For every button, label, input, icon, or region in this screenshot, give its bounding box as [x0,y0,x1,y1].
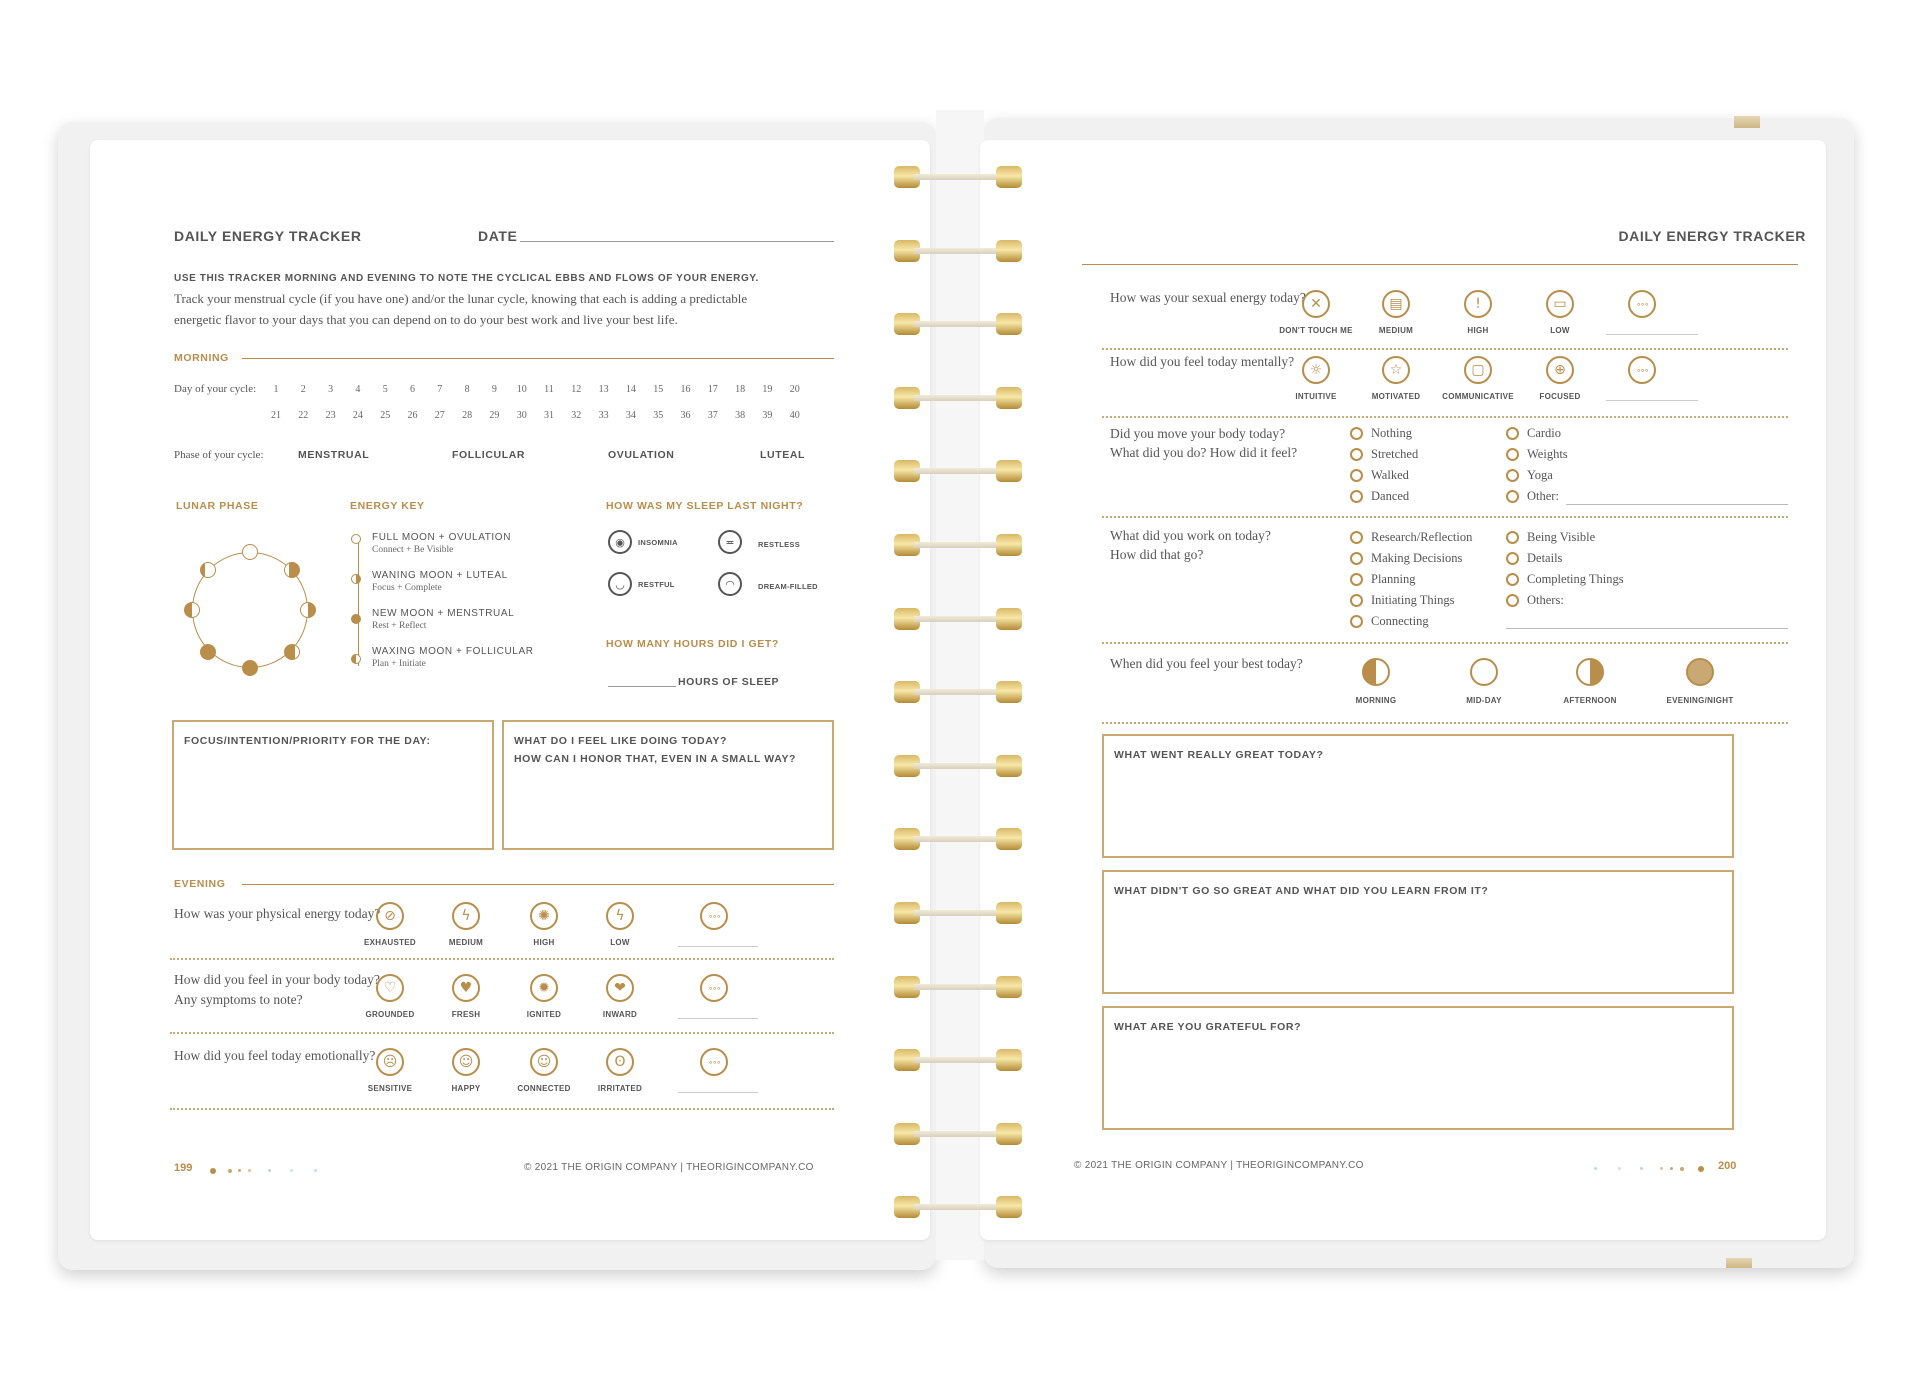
phase-luteal[interactable]: LUTEAL [760,449,806,461]
best-evening-label: EVENING/NIGHT [1666,696,1734,705]
mental_options-label: COMMUNICATIVE [1442,392,1514,401]
cycle-day-8[interactable]: 8 [464,384,470,395]
spiral-ring [894,166,1022,188]
spiral-ring [894,534,1022,556]
heart-outline-icon[interactable]: ♡ [376,974,404,1002]
ring-loop-right [996,681,1022,703]
option-label: Making Decisions [1371,551,1463,565]
prohibited-icon[interactable]: ⊘ [376,902,404,930]
ring-wire [914,984,1002,990]
move-question-line-1: Did you move your body today? [1110,426,1286,441]
spiral-ring [894,240,1022,262]
radio-circle-icon[interactable] [1350,490,1363,503]
cycle-day-36[interactable]: 36 [680,410,691,421]
energy-key-timeline [354,532,364,672]
spiral-ring [894,460,1022,482]
morning-rule [242,358,834,359]
energy-key-title: WAXING MOON + FOLLICULAR [372,646,534,657]
option-label: Planning [1371,572,1416,586]
cycle-day-32[interactable]: 32 [571,410,582,421]
new-moon-icon[interactable] [242,660,258,676]
evening-option-label: GROUNDED [365,1010,415,1019]
option-label: Stretched [1371,447,1419,461]
feel-box-line-1: WHAT DO I FEEL LIKE DOING TODAY? [514,735,728,747]
grateful-title: WHAT ARE YOU GRATEFUL FOR? [1114,1021,1302,1033]
checklist-option[interactable] [1350,468,1409,483]
body-feel-options [90,974,930,1024]
more-icon[interactable]: ∘∘∘ [700,974,728,1002]
move-other-line[interactable] [1566,504,1788,505]
sun-burst-icon[interactable]: ✺ [530,902,558,930]
full-moon-icon[interactable] [242,544,258,560]
insomnia-face-icon[interactable]: ◉ [608,530,632,554]
ring-loop-right [996,1049,1022,1071]
waxing-crescent-icon[interactable] [200,644,216,660]
checklist-option[interactable] [1350,530,1472,545]
right-title-rule [1082,264,1798,265]
sleep-restful-label: RESTFUL [638,580,675,589]
option-label: Initiating Things [1371,593,1455,607]
not-so-great-title: WHAT DIDN'T GO SO GREAT AND WHAT DID YOU LEARN FROM IT? [1114,885,1489,897]
cycle-day-22[interactable]: 22 [298,410,309,421]
spiral-ring [894,608,1022,630]
morning-half-circle-icon[interactable] [1362,658,1390,686]
ring-loop-right [996,240,1022,262]
mental-options [980,354,1826,410]
energy-key-sub: Plan + Initiate [372,659,426,669]
checklist-option[interactable] [1506,551,1562,566]
right-divider-3 [1102,516,1788,518]
physical-energy-question: How was your physical energy today? [174,906,381,921]
option-label: Weights [1527,447,1568,461]
heart-burst-icon[interactable]: ✹ [530,974,558,1002]
emotional-question: How did you feel today emotionally? [174,1048,376,1063]
day-of-cycle-label: Day of your cycle: [174,383,257,395]
evening-option-label: HIGH [533,938,555,947]
other-write-in-line[interactable] [1606,400,1698,401]
midday-circle-icon[interactable] [1470,658,1498,686]
evening-option-label: EXHAUSTED [363,938,417,947]
great-today-box[interactable] [1102,734,1734,858]
first-quarter-icon[interactable] [184,602,200,618]
page-progress-dots-left [210,1168,330,1174]
work-question-line-1: What did you work on today? [1110,528,1271,543]
option-label: Details [1527,551,1563,565]
radio-circle-icon[interactable] [1350,594,1363,607]
cycle-day-35[interactable]: 35 [653,410,664,421]
ring-wire [914,616,1002,622]
focus-intention-box[interactable] [172,720,494,850]
ring-loop-right [996,460,1022,482]
right-page-title: DAILY ENERGY TRACKER [1618,228,1806,244]
cycle-day-39[interactable]: 39 [762,410,773,421]
restful-face-icon[interactable]: ◡ [608,572,632,596]
checklist-option[interactable] [1350,551,1462,566]
waxing-gibbous-icon[interactable] [200,562,216,578]
happy-face-icon[interactable]: ☺ [452,1048,480,1076]
cycle-day-34[interactable]: 34 [625,410,636,421]
page-progress-dots-right [1594,1166,1714,1172]
energy-key-title: NEW MOON + MENSTRUAL [372,608,515,619]
cycle-day-40[interactable]: 40 [789,410,800,421]
checklist-option[interactable] [1506,572,1624,587]
lunar-phase-diagram [180,540,320,680]
checklist-option[interactable] [1350,572,1415,587]
radio-circle-icon[interactable] [1506,531,1519,544]
mental_options-label: INTUITIVE [1295,392,1337,401]
ring-wire [914,395,1002,401]
left-footer: © 2021 THE ORIGIN COMPANY | THEORIGINCOMPANY.CO [524,1162,814,1173]
cycle-day-17[interactable]: 17 [707,384,718,395]
energy-key-title: WANING MOON + LUTEAL [372,570,508,581]
left-page [90,140,930,1240]
option-label: Walked [1371,468,1409,482]
sad-face-icon[interactable]: ☹ [376,1048,404,1076]
ring-loop-right [996,534,1022,556]
evening-option-label: LOW [610,938,630,947]
other-write-in-line[interactable] [678,1092,758,1093]
radio-circle-icon[interactable] [1506,448,1519,461]
cycle-day-30[interactable]: 30 [516,410,527,421]
radio-circle-icon[interactable] [1350,531,1363,544]
ring-wire [914,836,1002,842]
best-midday-label: MID-DAY [1466,696,1502,705]
faded-lightning-icon[interactable]: ϟ [606,902,634,930]
checklist-option[interactable] [1506,489,1559,504]
cycle-day-14[interactable]: 14 [625,384,636,395]
energy-key-title: FULL MOON + OVULATION [372,532,512,543]
energy-new-moon-icon [351,614,361,624]
cycle-day-13[interactable]: 13 [598,384,609,395]
right-divider-5 [1102,722,1788,724]
body-question-line-1: How did you feel in your body today? [174,972,380,987]
cycle-day-24[interactable]: 24 [352,410,363,421]
sexual_options-label: HIGH [1467,326,1489,335]
focus-box-title: FOCUS/INTENTION/PRIORITY FOR THE DAY: [184,735,431,747]
physical-energy-options [90,902,930,952]
cycle-day-5[interactable]: 5 [382,384,388,395]
lunar-phase-label: LUNAR PHASE [176,500,259,512]
cycle-day-23[interactable]: 23 [325,410,336,421]
energy-key-sub: Rest + Reflect [372,621,427,631]
body-question-line-2: Any symptoms to note? [174,992,303,1007]
radio-circle-icon[interactable] [1506,427,1519,440]
cycle-day-9[interactable]: 9 [491,384,497,395]
option-label: Connecting [1371,614,1429,628]
more-icon[interactable]: ∘∘∘ [1628,356,1656,384]
spiral-ring [894,976,1022,998]
lightning-icon[interactable]: ϟ [452,902,480,930]
sleep-dream-filled-label: DREAM-FILLED [758,582,818,591]
evening-rule [242,884,834,885]
spiral-ring [894,755,1022,777]
spiral-ring [894,828,1022,850]
option-label: Completing Things [1527,572,1624,586]
option-label: Danced [1371,489,1410,503]
ring-wire [914,763,1002,769]
cycle-day-7[interactable]: 7 [437,384,443,395]
ring-loop-right [996,1196,1022,1218]
sexual-energy-question: How was your sexual energy today? [1110,290,1306,305]
energy-key-sub: Connect + Be Visible [372,545,454,555]
evening-label: EVENING [174,878,226,890]
spiral-ring [894,902,1022,924]
cycle-day-37[interactable]: 37 [707,410,718,421]
right-page [980,140,1826,1240]
ribbon-bookmark-top[interactable] [1734,116,1760,128]
phase-menstrual[interactable]: MENSTRUAL [298,449,370,461]
spiral-ring [894,313,1022,335]
evening-option-label: IRRITATED [597,1084,643,1093]
hours-of-sleep-label: HOURS OF SLEEP [678,676,780,688]
checklist-option[interactable] [1506,426,1561,441]
cycle-day-10[interactable]: 10 [516,384,527,395]
feel-box-line-2: HOW CAN I HONOR THAT, EVEN IN A SMALL WAY? [514,753,797,765]
mental_options-label: FOCUSED [1539,392,1581,401]
spiral-ring [894,1123,1022,1145]
hours-heading: HOW MANY HOURS DID I GET? [606,638,779,650]
ring-wire [914,1057,1002,1063]
sun-icon[interactable]: ☼ [1302,356,1330,384]
evening-option-label: FRESH [451,1010,481,1019]
phase-ovulation[interactable]: OVULATION [608,449,675,461]
intro-line-1: Track your menstrual cycle (if you have one) and/or the lunar cycle, knowing that each is adding a predictable [174,291,748,306]
feel-box-title [514,732,796,768]
ring-wire [914,468,1002,474]
option-label: Being Visible [1527,530,1596,544]
star-icon[interactable]: ☆ [1382,356,1410,384]
cycle-day-3[interactable]: 3 [328,384,334,395]
radio-circle-icon[interactable] [1506,573,1519,586]
cycle-day-1[interactable]: 1 [273,384,279,395]
checklist-option[interactable] [1506,468,1553,483]
radio-circle-icon[interactable] [1350,427,1363,440]
target-icon[interactable]: ⊕ [1546,356,1574,384]
checklist-option[interactable] [1350,614,1429,629]
divider-1 [170,958,834,960]
speech-bubble-icon[interactable]: ▢ [1464,356,1492,384]
cycle-day-15[interactable]: 15 [653,384,664,395]
mental-question: How did you feel today mentally? [1110,354,1295,369]
option-label: Other: [1527,489,1559,503]
sexual_options-label: DON'T TOUCH ME [1279,326,1353,335]
emotional-options [90,1048,930,1098]
radio-circle-icon[interactable] [1506,552,1519,565]
evening-option-label: CONNECTED [517,1084,571,1093]
intro-heading: USE THIS TRACKER MORNING AND EVENING TO NOTE THE CYCLICAL EBBS AND FLOWS OF YOUR ENERGY. [174,273,759,284]
divider-2 [170,1032,834,1034]
low-battery-icon[interactable]: ▭ [1546,290,1574,318]
phase-of-cycle-label: Phase of your cycle: [174,449,264,461]
energy-waning-moon-icon [351,574,361,584]
cycle-day-28[interactable]: 28 [462,410,473,421]
radio-circle-icon[interactable] [1506,490,1519,503]
ring-wire [914,1204,1002,1210]
sleep-restless-label: RESTLESS [758,540,800,549]
ring-loop-right [996,1123,1022,1145]
best-afternoon-label: AFTERNOON [1563,696,1617,705]
spiral-ring [894,1049,1022,1071]
cycle-day-21[interactable]: 21 [271,410,281,421]
cycle-day-29[interactable]: 29 [489,410,500,421]
left-page-title: DAILY ENERGY TRACKER [174,228,362,244]
radio-circle-icon[interactable] [1350,552,1363,565]
irritated-face-icon[interactable]: ʘ [606,1048,634,1076]
heart-filled-icon[interactable]: ♥ [452,974,480,1002]
phase-follicular[interactable]: FOLLICULAR [452,449,526,461]
cycle-day-11[interactable]: 11 [544,384,554,395]
heart-inward-icon[interactable]: ❤ [606,974,634,1002]
half-battery-icon[interactable]: ▤ [1382,290,1410,318]
cycle-day-19[interactable]: 19 [762,384,773,395]
cycle-day-2[interactable]: 2 [300,384,306,395]
x-mark-icon[interactable]: ✕ [1302,290,1330,318]
energy-key-sub: Focus + Complete [372,583,442,593]
cycle-day-16[interactable]: 16 [680,384,691,395]
radio-circle-icon[interactable] [1506,469,1519,482]
other-write-in-line[interactable] [678,1018,758,1019]
checklist-option[interactable] [1350,447,1418,462]
mental_options-label: MOTIVATED [1371,392,1421,401]
work-others-line[interactable] [1506,628,1788,629]
evening-option-label: IGNITED [526,1010,562,1019]
ring-wire [914,248,1002,254]
ring-wire [914,689,1002,695]
exclamation-icon[interactable]: ! [1464,290,1492,318]
option-label: Cardio [1527,426,1562,440]
cycle-day-20[interactable]: 20 [789,384,800,395]
ring-wire [914,910,1002,916]
spiral-ring [894,1196,1022,1218]
checklist-option[interactable] [1506,447,1568,462]
best-morning-label: MORNING [1355,696,1397,705]
energy-waxing-moon-icon [351,654,361,664]
intro-line-2: energetic flavor to your days that you can depend on to do your best work and live your best life. [174,312,678,327]
sexual_options-label: MEDIUM [1378,326,1414,335]
radio-circle-icon[interactable] [1350,469,1363,482]
evening-option-label: INWARD [602,1010,638,1019]
not-so-great-box[interactable] [1102,870,1734,994]
date-label: DATE [478,228,518,244]
more-icon[interactable]: ∘∘∘ [700,1048,728,1076]
checklist-option[interactable] [1350,593,1454,608]
hours-line[interactable] [608,686,676,687]
feel-like-doing-box[interactable] [502,720,834,850]
sexual-energy-options [980,288,1826,344]
other-write-in-line[interactable] [1606,334,1698,335]
right-divider-4 [1102,642,1788,644]
sleep-insomnia-label: INSOMNIA [638,538,678,547]
last-quarter-icon[interactable] [300,602,316,618]
evening-option-label: MEDIUM [448,938,484,947]
ring-loop-right [996,976,1022,998]
cycle-day-31[interactable]: 31 [544,410,554,421]
ring-loop-right [996,755,1022,777]
right-divider-2 [1102,416,1788,418]
ring-wire [914,542,1002,548]
option-label: Research/Reflection [1371,530,1473,544]
grateful-box[interactable] [1102,1006,1734,1130]
radio-circle-icon[interactable] [1350,448,1363,461]
radio-circle-icon[interactable] [1350,573,1363,586]
cycle-day-18[interactable]: 18 [735,384,746,395]
restless-face-icon[interactable]: ≖ [718,530,742,554]
ring-loop-right [996,313,1022,335]
best-time-question: When did you feel your best today? [1110,656,1303,671]
content-face-icon[interactable]: ☺ [530,1048,558,1076]
ring-loop-right [996,902,1022,924]
waning-gibbous-icon[interactable] [284,562,300,578]
energy-key-label: ENERGY KEY [350,500,425,512]
afternoon-half-circle-icon[interactable] [1576,658,1604,686]
sexual_options-label: LOW [1550,326,1570,335]
dream-face-icon[interactable]: ◠ [718,572,742,596]
other-write-in-line[interactable] [678,946,758,947]
morning-label: MORNING [174,352,229,364]
evening-option-label: SENSITIVE [367,1084,413,1093]
spiral-ring [894,681,1022,703]
ring-loop-right [996,608,1022,630]
great-today-title: WHAT WENT REALLY GREAT TODAY? [1114,749,1324,761]
waning-crescent-icon[interactable] [284,644,300,660]
work-question-line-2: How did that go? [1110,547,1204,562]
left-page-number: 199 [174,1162,193,1174]
option-label: Yoga [1527,468,1553,482]
sleep-heading: HOW WAS MY SLEEP LAST NIGHT? [606,500,804,512]
cycle-day-4[interactable]: 4 [355,384,361,395]
right-divider-1 [1102,348,1788,350]
evening-option-label: HAPPY [451,1084,481,1093]
checklist-option[interactable] [1350,426,1412,441]
cycle-day-26[interactable]: 26 [407,410,418,421]
more-icon[interactable]: ∘∘∘ [1628,290,1656,318]
ribbon-bookmark-bottom[interactable] [1726,1258,1752,1268]
option-label: Nothing [1371,426,1412,440]
cycle-day-6[interactable]: 6 [410,384,415,395]
cycle-day-25[interactable]: 25 [380,410,391,421]
checklist-option[interactable] [1506,530,1595,545]
ring-wire [914,321,1002,327]
divider-3 [170,1108,834,1110]
energy-full-moon-icon [351,534,361,544]
ring-wire [914,1131,1002,1137]
right-page-number: 200 [1718,1160,1737,1172]
cycle-day-33[interactable]: 33 [598,410,609,421]
ring-wire [914,174,1002,180]
cycle-day-38[interactable]: 38 [735,410,746,421]
date-line[interactable] [520,241,834,242]
spiral-ring [894,387,1022,409]
evening-filled-circle-icon[interactable] [1686,658,1714,686]
ring-loop-right [996,828,1022,850]
ring-loop-right [996,387,1022,409]
radio-circle-icon[interactable] [1350,615,1363,628]
cycle-day-12[interactable]: 12 [571,384,582,395]
move-question-line-2: What did you do? How did it feel? [1110,445,1298,460]
checklist-option[interactable] [1350,489,1409,504]
ring-loop-right [996,166,1022,188]
radio-circle-icon[interactable] [1506,594,1519,607]
cycle-day-27[interactable]: 27 [434,410,445,421]
right-footer: © 2021 THE ORIGIN COMPANY | THEORIGINCOMPANY.CO [1074,1160,1364,1171]
more-icon[interactable]: ∘∘∘ [700,902,728,930]
option-label: Others: [1527,593,1564,607]
checklist-option[interactable] [1506,593,1564,608]
